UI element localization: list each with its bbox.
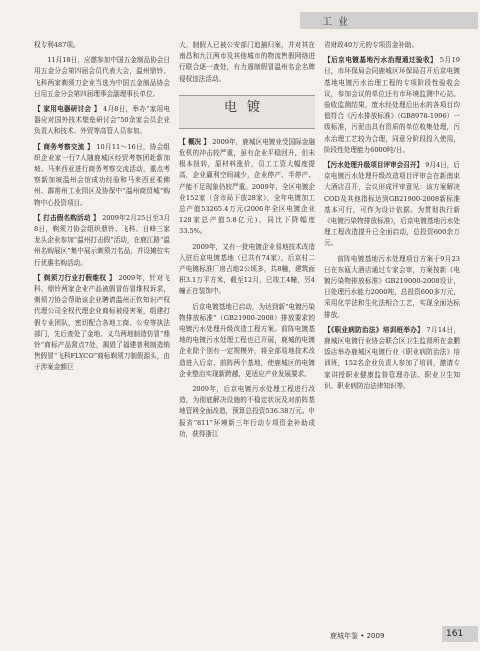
entry-paragraph: 【 后京电镀基地污水治理通过验收 】 5月19日，市环保局会同鹿城区环保局召开后京电镀基地电镀污水治理工程的专项阶段性验收会议，参加会议的单位还有市环境监测中心站。验收监测结果，废水经处理后出水的各项目均值符合《污水排放标准》（GB8978-1996）一级标准，污泥由具有资质的单位收集处理，污水治理工艺较为合理，同意分阶段投入使用，阶段性处理能力6000吨/日。: [324, 55, 460, 156]
entry-paragraph: 【 概况 】 2009年，鹿城区电镀业受国际金融危机的冲击较严重，虽有企业平稳回升，但未根本扭转，原材料涨价，员工工资大幅度提高，企业赢利空间减少，企业停产、半停产、产能不足现象仍较严重。2009年，全区电镀企业152家（含市局下放28家），全年电镀加工总产值53265.4万元(2006年全区电镀企业128家总产值5.8亿元)，同比下降幅度33.5%。: [179, 137, 315, 238]
entry-label: 【 《职业病防治法》培训班举办 】: [324, 326, 424, 334]
column-2: [179, 40, 315, 440]
entry-label: 【 家用电器研讨会 】: [34, 105, 101, 113]
entry-paragraph: 【 商务考察交流 】 10月11～16日，协会组织企业家一行7人随鹿城区经贸考察团赴新加坡、马来西亚进行商务考察交流活动，重点考察新加坡温州会馆成功经验和马来西亚柔佛州、霹雳州工业园区及协保中“温州商贸城”购物中心投资项目。: [34, 142, 170, 209]
entry-paragraph: 【 《职业病防治法》培训班举办 】 7月14日，鹿城区电镀行业协会联合区卫生监督所在金鹏饭店举办鹿城区电镀行业《职业病防治法》培训班，152名企业负责人参加了培训，邀请专家讲授职业健康监督管理办法、职业卫生知识、职业病防治法律知识等。: [324, 325, 460, 392]
page-header-title: 工业: [322, 17, 354, 28]
entry-label: 【 剃须刀行业打假维权 】: [34, 274, 116, 282]
paragraph: 省财政40万元的专项资金补助。: [324, 41, 419, 49]
entry-paragraph: 【 污水处理升级项目评审会召开 】 9月4日，后京电镀污水处理升级改造项目评审会在新南束大酒店召开，会议形成评审意见：该方案解决COD及其他指标达到GB21900-2008新标准基本可行，可作为设计依据。为贯彻执行新《电镀污染物排放标准》，后京电镀基地污水处理工程改造提升已全面启动，总投资600余万元。: [324, 160, 460, 250]
entry-paragraph: 【 剃须刀行业打假维权 】 2009年，针对飞科、鼎铃两家企业产品被假冒仿冒维权诉求，剃须刀协会帮助该企业聘请温州正钦知识产权代理公司全权代理企业商标被侵害案，组建打假专业团队，密切配合各地工商、公安等执法部门，先后查处了金地、义乌两地制造仿冒“鼎铃”商标产品窝点7处，揭毁了福建普利制造销售假冒“飞科FLYCO”商标剃须刀制假源头，由于涉案金额巨: [34, 273, 170, 374]
footer-yearbook-title: 鹿城年鉴 • 2009: [330, 632, 385, 640]
paragraph: 后京电镀基地已启动，为达到新“电镀污染物排放标准”（GB21900-2008）排放要求的电镀污水处理升级改造工程方案。前阵电镀基地的电镀污水处理工程也已开展，鹿城的电镀企业除个别有一定规模外，将全部易地技术改造进入后京、前阵两个基地，使鹿城区的电镀企业整治实现新跨越，更适应产业发展要求。: [179, 302, 315, 378]
entry-label: 【 商务考察交流 】: [34, 143, 94, 151]
entry-label: 【 打击假名购活动 】: [34, 214, 100, 222]
entry-paragraph: 【 打击假名购活动 】 2009年2月25日至3月8日，剃须刀协会组织鼎铃、飞科、日峰三家龙头企业参加“温州打击假”活动，在鹿江路“温州名购展区”集中展示剃须刀名品，并设摊位实行优惠名购活动。: [34, 213, 170, 269]
column-3: [324, 40, 460, 392]
paragraph: 2009年，后京电镀污水处理工程进行改造，为彻底解决设施的不稳定状况及对前阵基地管网全面改造，预算总投资536.38万元。申报省“811”环境新三年行动专项资金补助成功，获得浙江: [179, 385, 315, 438]
paragraph: 11月18日，应邀参加中国五金制品协会日用五金分会第四届会员代表大会，温州鼎铃、飞科两家剃须刀企业当选为中国五金制品协会日用五金分会第四届理事会副理事长单位。: [34, 56, 170, 98]
paragraph: 前阵电镀基地污水处理项目方案于9月23日在东瓯大酒店通过专家会审，方案按新《电镀污染物排放标准》GB219000-2008设计，日处理污水能力2000吨，总投资600多万元，采用化学法和生化法相合工艺，实现全面达标排放。: [324, 254, 460, 319]
entry-label: 【 后京电镀基地污水治理通过验收 】: [324, 56, 437, 64]
entry-paragraph: 【 家用电器研讨会 】 4月8日，举办“家用电器应对国外技术壁垒研讨会”50余家会员企业负责人和技术、外贸等高管人员参加。: [34, 104, 170, 138]
section-title: 电镀: [223, 99, 270, 115]
page-number: 161: [446, 629, 464, 639]
paragraph: 大，制假人已被公安部门追捕归案，并对其在南昌和九江两市及其他城市的物流售假网络进行联合逐一查处，有力遏制假冒温州名企名牌侵权违法活动。: [179, 41, 315, 83]
entry-label: 【 污水处理升级项目评审会召开 】: [324, 161, 423, 169]
paragraph: 2009年，又有一批电镀企业易地技术改造入驻后京电镀基地（已共有74家），后京村二产电镀标准厂房占地2公顷多，共8幢，建筑面积3.1万平方米，截至12月，已竣工4幢，另4幢正在装饰中。: [179, 242, 315, 296]
entry-label: 【 概况 】: [179, 138, 210, 146]
section-heading-box: [179, 95, 315, 129]
column-1: [34, 40, 170, 374]
paragraph: 权专利487项。: [34, 41, 80, 49]
